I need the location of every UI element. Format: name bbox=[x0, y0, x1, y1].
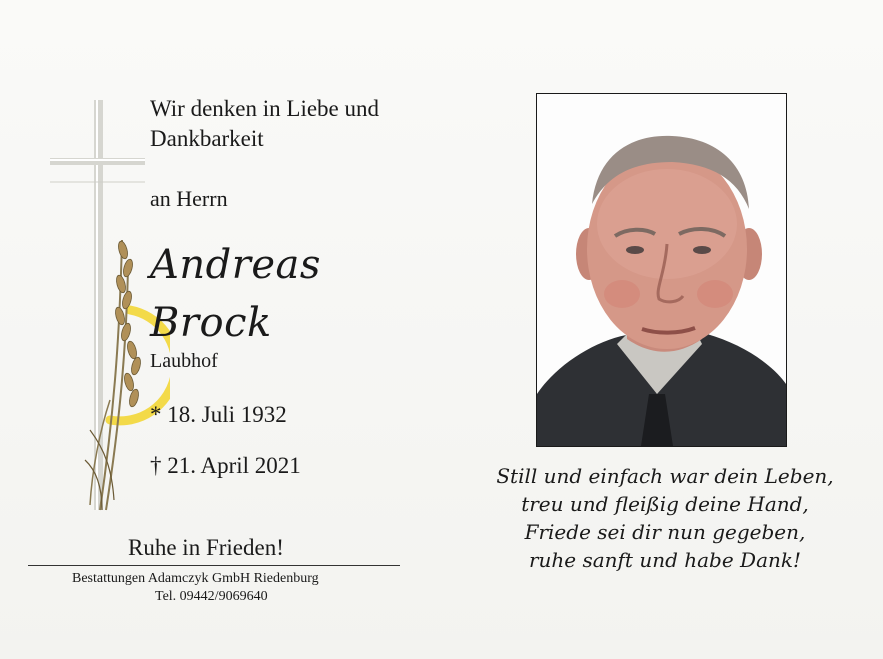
portrait-image bbox=[537, 94, 786, 446]
funeral-home-phone: Tel. 09442/9069640 bbox=[155, 589, 268, 604]
portrait-photo bbox=[536, 93, 787, 447]
verse-line: treu und fleißig deine Hand, bbox=[521, 492, 809, 516]
salutation: an Herrn bbox=[150, 186, 228, 211]
last-name: Brock bbox=[150, 300, 272, 346]
first-name: Andreas bbox=[150, 242, 321, 288]
verse-line: ruhe sanft und habe Dank! bbox=[528, 548, 802, 572]
place-of-residence: Laubhof bbox=[150, 350, 218, 372]
funeral-home: Bestattungen Adamczyk GmbH Riedenburg bbox=[72, 571, 319, 586]
text-panel bbox=[0, 0, 440, 659]
closing-phrase: Ruhe in Frieden! bbox=[128, 535, 284, 560]
divider bbox=[28, 565, 400, 566]
verse-line: Friede sei dir nun gegeben, bbox=[524, 520, 806, 544]
verse-line: Still und einfach war dein Leben, bbox=[496, 464, 834, 488]
intro-text: Wir denken in Liebe und Dankbarkeit bbox=[150, 96, 380, 151]
birth-date: * 18. Juli 1932 bbox=[150, 402, 287, 427]
death-date: † 21. April 2021 bbox=[150, 453, 301, 478]
memorial-verse bbox=[470, 462, 860, 574]
